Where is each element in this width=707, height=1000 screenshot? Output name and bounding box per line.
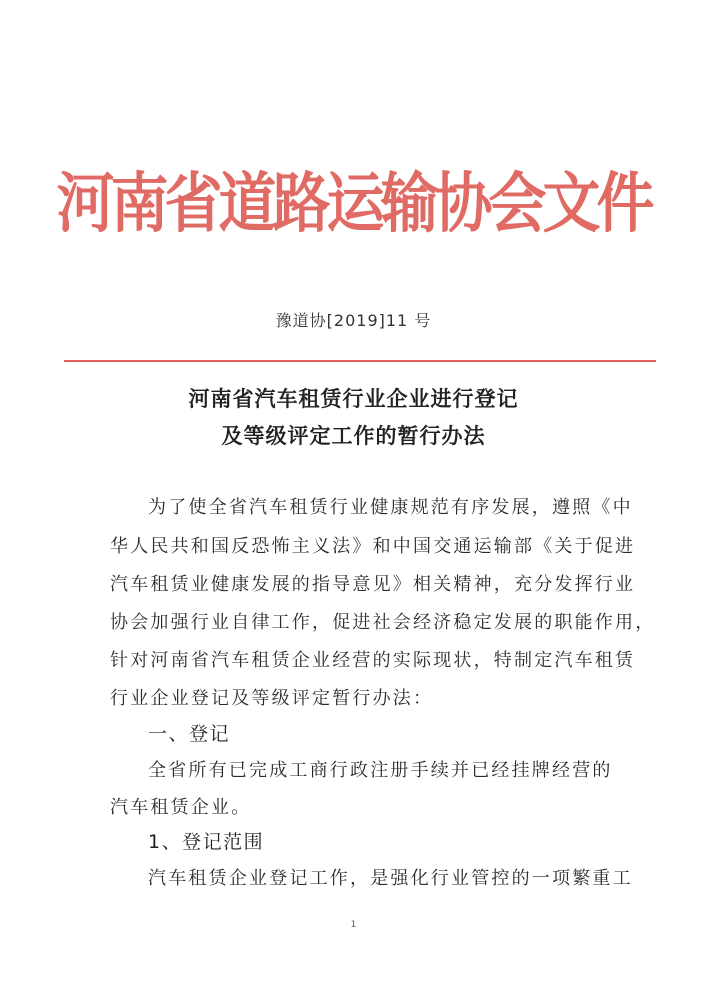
document-number: 豫道协[2019]11 号 [275, 311, 432, 330]
paragraph-2-line-2: 汽车租赁企业。 [110, 797, 252, 818]
paragraph-1-line-1: 为了使全省汽车租赁行业健康规范有序发展，遵照《中 [148, 497, 633, 518]
document-subtitle-line-2: 及等级评定工作的暂行办法 [221, 423, 486, 448]
section-heading-registration-scope: 1、登记范围 [148, 831, 265, 853]
paragraph-1-line-2: 华人民共和国反恐怖主义法》和中国交通运输部《关于促进 [110, 536, 636, 557]
page-number: 1 [350, 920, 357, 930]
document-header-title: 河南省道路运输协会文件 [56, 164, 651, 242]
section-heading-registration: 一、登记 [148, 723, 231, 745]
document-subtitle-line-1: 河南省汽车租赁行业企业进行登记 [188, 386, 519, 411]
header-divider-rule [64, 360, 656, 362]
paragraph-3-line-1: 汽车租赁企业登记工作，是强化行业管控的一项繁重工 [148, 868, 633, 889]
paragraph-1-line-5: 针对河南省汽车租赁企业经营的实际现状，特制定汽车租赁 [110, 650, 636, 671]
paragraph-2-line-1: 全省所有已完成工商行政注册手续并已经挂牌经营的 [148, 760, 613, 781]
paragraph-1-line-6: 行业企业登记及等级评定暂行办法： [110, 688, 434, 709]
paragraph-1-line-3: 汽车租赁业健康发展的指导意见》相关精神，充分发挥行业 [110, 574, 636, 595]
paragraph-1-line-4: 协会加强行业自律工作，促进社会经济稳定发展的职能作用， [110, 612, 656, 633]
